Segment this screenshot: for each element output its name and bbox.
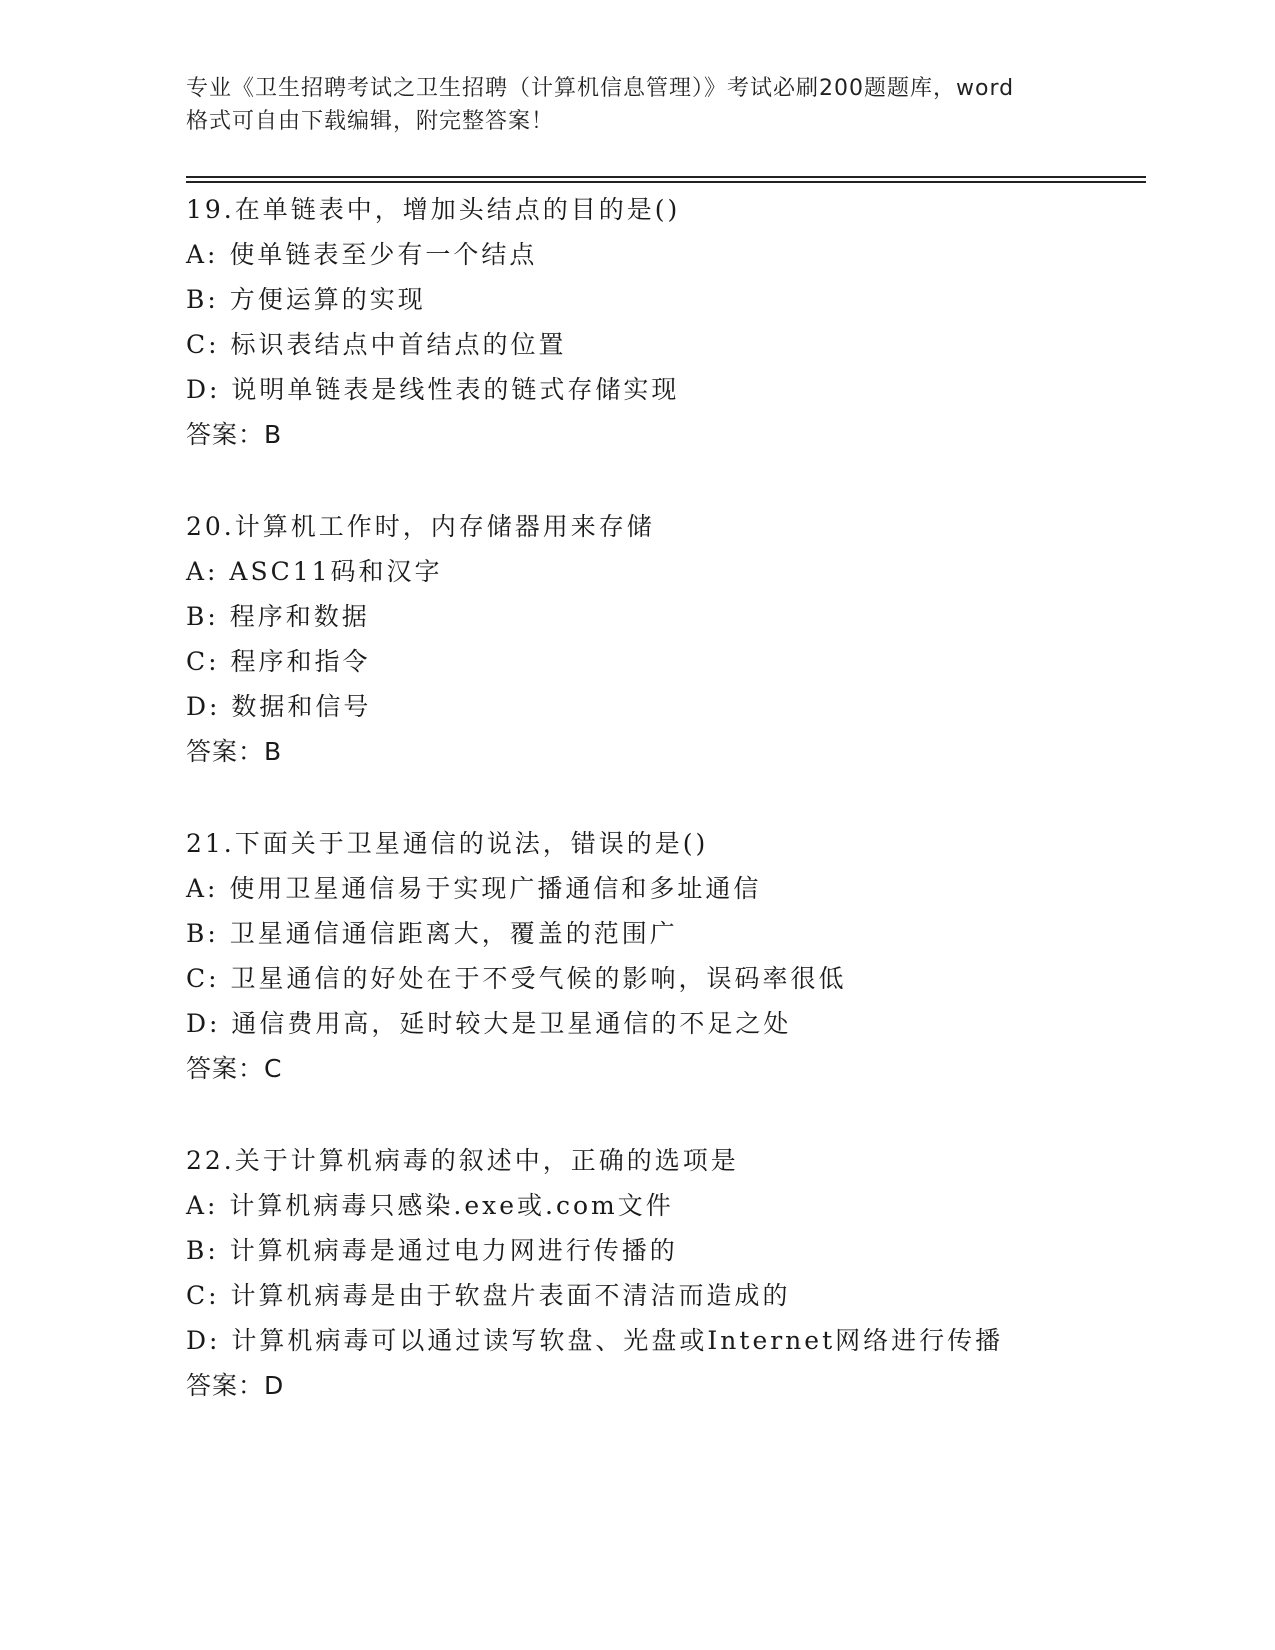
option-b: B: 计算机病毒是通过电力网进行传播的 (186, 1236, 678, 1265)
answer-line: 答案：B (186, 737, 283, 766)
question-21 (186, 821, 1146, 1091)
option-a: A: 使单链表至少有一个结点 (186, 240, 538, 269)
answer-line: 答案：C (186, 1054, 283, 1083)
question-stem: 21.下面关于卫星通信的说法，错误的是() (186, 829, 709, 858)
option-b: B: 卫星通信通信距离大，覆盖的范围广 (186, 919, 678, 948)
option-d: D: 说明单链表是线性表的链式存储实现 (186, 375, 680, 404)
option-b: B: 方便运算的实现 (186, 285, 426, 314)
option-d: D: 通信费用高，延时较大是卫星通信的不足之处 (186, 1009, 792, 1038)
answer-line: 答案：D (186, 1371, 285, 1400)
question-20 (186, 504, 1146, 774)
option-b: B: 程序和数据 (186, 602, 370, 631)
option-c: C: 计算机病毒是由于软盘片表面不清洁而造成的 (186, 1281, 791, 1310)
header-divider-bottom (186, 181, 1146, 183)
document-header (186, 72, 1086, 138)
question-22 (186, 1138, 1146, 1408)
question-stem: 19.在单链表中，增加头结点的目的是() (186, 195, 681, 224)
option-d: D: 数据和信号 (186, 692, 372, 721)
header-line-2: 格式可自由下载编辑，附完整答案！ (186, 109, 555, 134)
option-c: C: 卫星通信的好处在于不受气候的影响，误码率很低 (186, 964, 847, 993)
option-a: A: 使用卫星通信易于实现广播通信和多址通信 (186, 874, 762, 903)
option-a: A: ASC11码和汉字 (186, 557, 443, 586)
option-a: A: 计算机病毒只感染.exe或.com文件 (186, 1191, 674, 1220)
answer-line: 答案：B (186, 420, 283, 449)
question-19 (186, 187, 1146, 457)
header-line-1: 专业《卫生招聘考试之卫生招聘（计算机信息管理）》考试必刷200题题库，word (186, 76, 1015, 101)
option-c: C: 标识表结点中首结点的位置 (186, 330, 567, 359)
option-c: C: 程序和指令 (186, 647, 371, 676)
question-stem: 22.关于计算机病毒的叙述中，正确的选项是 (186, 1146, 739, 1175)
option-d: D: 计算机病毒可以通过读写软盘、光盘或Internet网络进行传播 (186, 1326, 1004, 1355)
question-stem: 20.计算机工作时，内存储器用来存储 (186, 512, 655, 541)
header-divider-top (186, 176, 1146, 178)
